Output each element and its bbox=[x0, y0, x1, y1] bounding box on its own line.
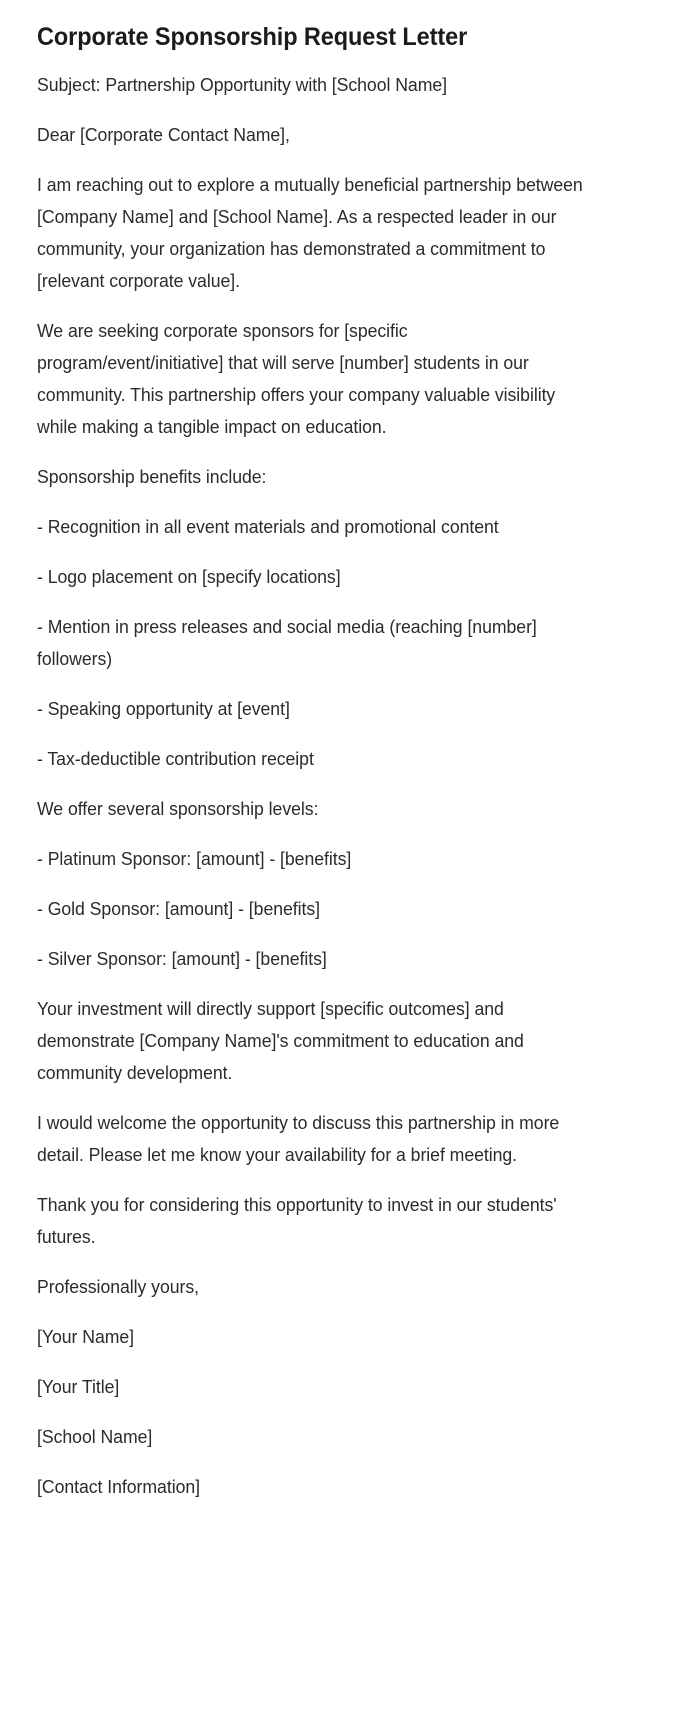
page-title: Corporate Sponsorship Request Letter bbox=[37, 23, 468, 51]
letter-lead-in: We offer several sponsorship levels: bbox=[37, 798, 319, 819]
letter-bullet: - Tax-deductible contribution receipt bbox=[37, 748, 314, 769]
letter-paragraph: I am reaching out to explore a mutually beneficial partnership between [Company Name] and [School Name]. As a respected leader in our community, your organization has demonstrated a commitment to [relevant corporate value]. bbox=[37, 174, 583, 291]
letter-bullet: - Logo placement on [specify locations] bbox=[37, 566, 341, 587]
letter-bullet: - Speaking opportunity at [event] bbox=[37, 698, 290, 719]
letter-paragraph: Thank you for considering this opportunity to invest in our students' futures. bbox=[37, 1194, 557, 1247]
letter-body bbox=[37, 69, 583, 1503]
letter-signature: [School Name] bbox=[37, 1426, 153, 1447]
letter-bullet: - Recognition in all event materials and promotional content bbox=[37, 516, 499, 537]
letter-bullet: - Gold Sponsor: [amount] - [benefits] bbox=[37, 898, 321, 919]
letter-bullet: - Platinum Sponsor: [amount] - [benefits] bbox=[37, 848, 352, 869]
letter-paragraph: I would welcome the opportunity to discuss this partnership in more detail. Please let me know your availability for a brief meeting. bbox=[37, 1112, 560, 1165]
letter-paragraph: Your investment will directly support [specific outcomes] and demonstrate [Company Name]'s commitment to education and community development. bbox=[37, 998, 524, 1083]
letter-closing: Professionally yours, bbox=[37, 1276, 200, 1297]
letter-bullet: - Silver Sponsor: [amount] - [benefits] bbox=[37, 948, 327, 969]
letter-bullet: - Mention in press releases and social media (reaching [number] followers) bbox=[37, 616, 537, 669]
letter-lead-in: Sponsorship benefits include: bbox=[37, 466, 267, 487]
letter-signature: [Your Title] bbox=[37, 1376, 120, 1397]
letter-subject: Subject: Partnership Opportunity with [School Name] bbox=[37, 74, 448, 95]
letter-paragraph: We are seeking corporate sponsors for [specific program/event/initiative] that will serve [number] students in our community. This partnership offers your company valuable visibility while making a tangible impact on education. bbox=[37, 320, 556, 437]
letter-signature: [Your Name] bbox=[37, 1326, 135, 1347]
letter-signature: [Contact Information] bbox=[37, 1476, 200, 1497]
letter-salutation: Dear [Corporate Contact Name], bbox=[37, 124, 290, 145]
